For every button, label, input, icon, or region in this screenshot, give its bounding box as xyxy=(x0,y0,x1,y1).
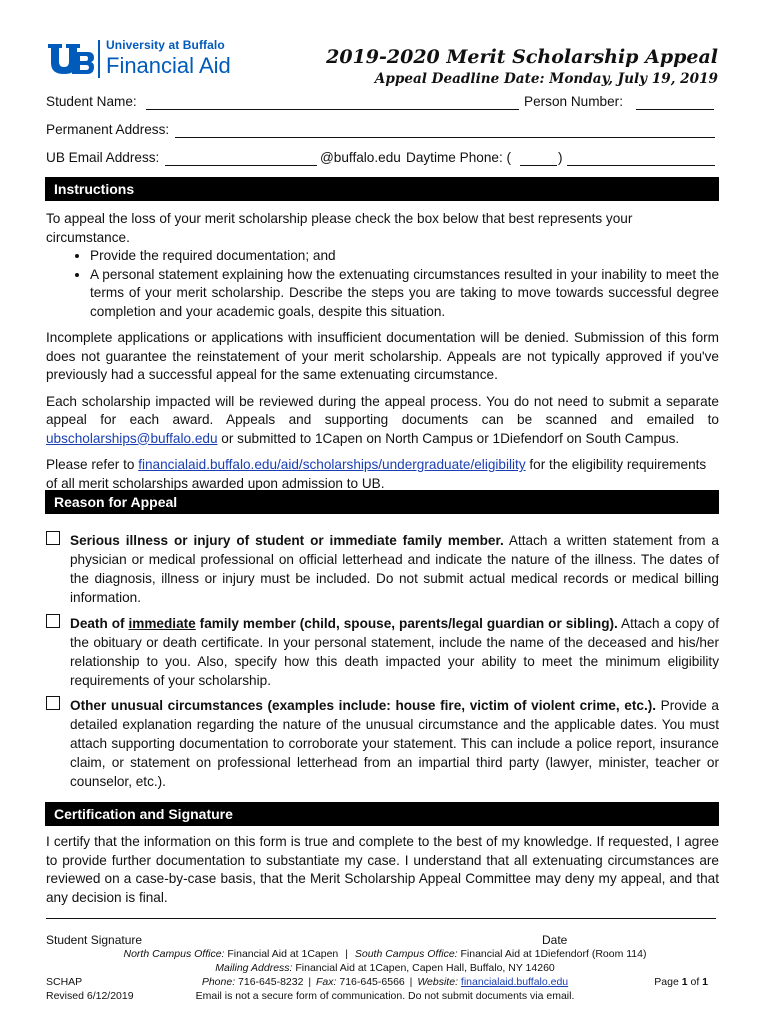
permanent-address-field[interactable] xyxy=(175,122,715,138)
mailing-value: Financial Aid at 1Capen, Capen Hall, Buffalo, NY 14260 xyxy=(292,962,555,974)
instructions-intro: To appeal the loss of your merit scholarship please check the box below that best represents your circumstance. xyxy=(46,211,633,245)
reason-option-death xyxy=(46,614,719,690)
phone-paren-close: ) xyxy=(558,150,563,165)
death-checkbox[interactable] xyxy=(46,614,60,628)
email-domain-text: @buffalo.edu xyxy=(320,150,401,165)
fax-label: Fax: xyxy=(316,976,337,988)
page-number xyxy=(654,976,708,988)
review-text-b: or submitted to 1Capen on North Campus or 1Diefendorf on South Campus. xyxy=(217,430,680,446)
instructions-body xyxy=(46,210,719,493)
eligibility-text-b: for the eligibility requirements of all merit scholarships awarded upon admission to UB. xyxy=(46,457,707,491)
other-checkbox[interactable] xyxy=(46,696,60,710)
student-name-row xyxy=(46,94,718,112)
instructions-para-incomplete: Incomplete applications or applications with insufficient documentation will be denied. Submission of this form does not guarantee the reinstatement of your merit scholarship. Appeals are not typically approved if you've previously had a successful appeal for the same extenuating circumstance. xyxy=(46,330,719,382)
footer-contact: Phone: 716-645-8232 | Fax: 716-645-6566 | Website: financialaid.buffalo.edu xyxy=(201,976,569,988)
email-phone-row xyxy=(46,150,718,168)
death-title-b: family member (child, spouse, parents/legal guardian or sibling). xyxy=(195,616,618,631)
person-number-field[interactable] xyxy=(636,94,714,110)
daytime-phone-label: Daytime Phone: ( xyxy=(406,150,512,165)
footer-email-notice: Email is not a secure form of communication. Do not submit documents via email. xyxy=(195,990,575,1002)
death-title-a: Death of xyxy=(70,616,129,631)
instructions-bullet: • A personal statement explaining how the extenuating circumstances resulted in your inability to meet the terms of your merit scholarship. Describe the steps you are taking to move towards successful degree completion and your academic goals, despite this situation. xyxy=(90,266,719,322)
permanent-address-label: Permanent Address: xyxy=(46,122,170,137)
email-field[interactable] xyxy=(165,150,317,166)
phone-value: 716-645-8232 xyxy=(235,976,304,988)
phone-number-field[interactable] xyxy=(567,150,715,166)
certification-header xyxy=(45,802,719,826)
page-total: 1 xyxy=(702,976,708,988)
reason-header xyxy=(45,490,719,514)
certification-heading: Certification and Signature xyxy=(54,806,233,822)
other-title: Other unusual circumstances (examples include: house fire, victim of violent crime, etc.). xyxy=(70,698,657,713)
instructions-bullet: • Provide the required documentation; and xyxy=(90,247,719,266)
death-title-underlined: immediate xyxy=(128,616,196,631)
illness-description: Attach a written statement from a physician or medical professional on official letterhead and indicate the nature of the illness. The dates of the diagnosis, illness or injury must be included. Do not submit actual medical records or medical billing information. xyxy=(70,533,719,605)
footer-offices: North Campus Office: Financial Aid at 1Capen | South Campus Office: Financial Aid at 1Diefendorf (Room 114) xyxy=(123,948,647,960)
death-description: Attach a copy of the obituary or death certificate. In your personal statement, include the name of the deceased and his/her relationship to you. Also, specify how this death impacted your ability to meet the minimum eligibility requirements of your scholarship. xyxy=(70,616,719,688)
ub-logo-icon xyxy=(48,42,94,76)
review-text-a: Each scholarship impacted will be reviewed during the appeal process. You do not need to submit a separate appeal for each award. Appeals and supporting documents can be scanned and emailed to xyxy=(46,393,719,427)
illness-title: Serious illness or injury of student or immediate family member. xyxy=(70,533,504,548)
reason-option-other xyxy=(46,696,719,791)
fax-value: 716-645-6566 xyxy=(336,976,405,988)
form-code: SCHAP xyxy=(46,976,83,988)
north-office-label: North Campus Office: xyxy=(123,948,225,960)
instructions-list xyxy=(46,247,719,321)
instructions-heading: Instructions xyxy=(54,181,135,197)
eligibility-text-a: Please refer to xyxy=(46,457,139,472)
deadline-text: Appeal Deadline Date: Monday, July 19, 2019 xyxy=(374,71,718,87)
reason-heading: Reason for Appeal xyxy=(54,494,178,510)
page-prefix: Page xyxy=(654,976,682,988)
revised-date: Revised 6/12/2019 xyxy=(46,990,134,1002)
person-number-label: Person Number: xyxy=(524,94,623,109)
scholarships-email-link[interactable]: ubscholarships@buffalo.edu xyxy=(46,430,218,446)
logo-university-text: University at Buffalo xyxy=(106,38,225,52)
instructions-para-review xyxy=(46,393,719,449)
logo-divider xyxy=(98,40,100,78)
page-of: of xyxy=(687,976,703,988)
student-name-field[interactable] xyxy=(146,94,519,110)
other-description: Provide a detailed explanation regarding the nature of the unusual circumstance and the applicable dates. You must attach supporting documentation to corroborate your statement. This can include a police report, insurance claim, or statement on professional letterhead from an impartial third party (lawyer, minister, teacher or counselor, etc.). xyxy=(70,698,719,789)
email-label: UB Email Address: xyxy=(46,150,160,165)
eligibility-link[interactable]: financialaid.buffalo.edu/aid/scholarships/undergraduate/eligibility xyxy=(138,457,526,472)
instructions-header xyxy=(45,177,719,201)
illness-checkbox[interactable] xyxy=(46,531,60,545)
certification-text: I certify that the information on this form is true and complete to the best of my knowledge. If requested, I agree to provide further documentation to substantiate my case. I understand that all extenuating circumstances are reviewed on a case-by-case basis, that the Merit Scholarship Appeal Committee may deny my appeal, and that any decision is final. xyxy=(46,834,719,905)
phone-label: Phone: xyxy=(201,976,236,988)
page-current: 1 xyxy=(681,976,688,988)
logo-financial-aid-text: Financial Aid xyxy=(106,53,231,78)
mailing-label: Mailing Address: xyxy=(215,962,293,974)
website-label: Website: xyxy=(417,976,458,988)
footer-mailing xyxy=(0,962,770,974)
instructions-para-eligibility xyxy=(46,456,719,493)
form-title: 2019-2020 Merit Scholarship Appeal xyxy=(326,46,718,68)
address-row xyxy=(46,122,718,140)
north-office-value: Financial Aid at 1Capen xyxy=(224,948,339,960)
student-signature-label: Student Signature xyxy=(46,933,143,947)
certification-body xyxy=(46,833,719,907)
date-label: Date xyxy=(542,933,568,947)
phone-area-code-field[interactable] xyxy=(520,150,557,166)
south-office-value: Financial Aid at 1Diefendorf (Room 114) xyxy=(457,948,647,960)
reason-option-illness xyxy=(46,531,719,607)
signature-line[interactable] xyxy=(46,918,716,919)
student-name-label: Student Name: xyxy=(46,94,137,109)
website-link[interactable]: financialaid.buffalo.edu xyxy=(460,976,569,988)
south-office-label: South Campus Office: xyxy=(354,948,458,960)
